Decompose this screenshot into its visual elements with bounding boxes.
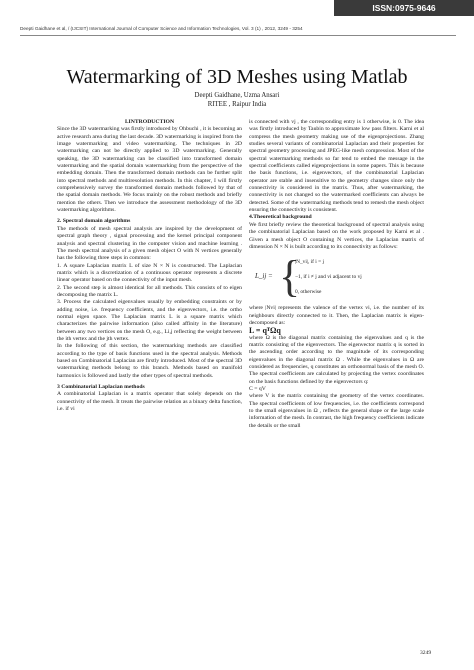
matrix-row-3: 0, otherwise	[295, 289, 322, 296]
matrix-brace: {	[279, 252, 301, 302]
section-2-heading: 2. Spectral domain algorithms	[57, 218, 131, 225]
header-divider	[20, 35, 456, 36]
section-3-paragraph: A combinatorial Laplacian is a matrix operator that solely depends on the connectivity of the mesh. It treats the pairwise relation as a binary delta function, i.e. if vi	[57, 391, 242, 413]
step-2: 2. The second step is almost identical for all methods. This consists of to eigen decomposing the matrix L.	[57, 284, 242, 298]
continued-paragraph: is connected with vj , the corresponding entry is 1 otherwise, is 0. The idea was firstly introduced by Taubin to approximate low pass filters. Karni et al compress the mesh geometry making use of the eigenprojections. Zhang studies several variants of combinatorial Laplacian and their properties for spectral geometry processing and JPEG-like mesh compression. Most of the spectral watermarking methods so far tend to embed the message in the spectral coefficients called eigenprojections in some papers. This is because the basis functions, i.e. eigenvectors, of the combinatorial Laplacian operator are stable and insensitive to the geometry changes since only the connectivity is considered in the matrix. Thus, after watermarking, the connectivity is not changed so the watermarked coefficients can always be detected. Some of the watermarking methods tend to remesh the mesh object ensuring the connectivity is consistent.	[249, 119, 424, 214]
eigen-decomposition-formula: L = qᵀΩq	[249, 326, 281, 336]
section-2-followup: In the following of this section, the watermarking methods are classified according to the type of basis functions used in the spectral analysis. Methods based on Combinatorial Laplacian are firstly introduced. Most of the spectral 3D watermarking methods belong to this branch. Methods based on manifold harmonics is followed and lastly the other types of spectral methods.	[57, 343, 242, 379]
paper-title: Watermarking of 3D Meshes using Matlab	[66, 66, 408, 88]
running-head: Deepti Gaidhane et al, / (IJCSIT) International Journal of Computer Science and Information Technologies, Vol. 3 (1) , 2012, 3249 - 3254	[20, 26, 303, 31]
final-paragraph: where V is the matrix containing the geometry of the vertex coordinates. The spectral coefficients of low frequencies, i.e. the coefficients correspond to the small eigenvalues in Ω , reflects the general shape or the large scale information of the mesh. In contrast, the high frequency coefficients indicate the details or the small	[249, 393, 424, 429]
intro-paragraph: Since the 3D watermarking was firstly introduced by Ohbuchi , it is becoming an active research area during the last decade. 3D watermarking is inspired from the image watermarking and video watermarking. The techniques in 2D watermarking can not be directly applied to 3D watermarking. Generally speaking, the 3D watermarking can be classified into transformed domain watermarking and the spatial domain watermarking from the perspective of the embedding domain. Then the transformed domain methods can be further split into spectral methods and multiresolution methods. In this chapter, I will firstly comprehensively survey the transformed domain methods followed by that of the spatial domain methods. We focus mainly on the robust methods and briefly mention the others. Then we introduce the assessment methodology of the 3D watermarking algorithms.	[57, 126, 242, 214]
section-4-heading: 4.Theoretical background	[249, 214, 312, 221]
matrix-row-1: |N_vi|, if i = j	[295, 259, 325, 266]
step-1: 1. A square Laplacian matrix L of size N × N is constructed. The Laplacian matrix which is a discretization of a continuous operator represents a discrete linear operator based on the connectivity of the input mesh.	[57, 262, 242, 284]
after-matrix-paragraph: where |Nvi| represents the valence of the vertex vi, i.e. the number of its neighbours directly connected to it. Then, the Laplacian matrix is eigen-decomposed as:	[249, 305, 424, 326]
laplacian-matrix-equation	[249, 252, 424, 302]
intro-heading: I.INTRODUCTION	[124, 119, 175, 125]
right-column	[249, 119, 424, 634]
affiliation: RITEE , Raipur India	[207, 101, 267, 108]
author-block	[0, 91, 474, 109]
page-number: 3249	[420, 650, 432, 656]
issn-badge: ISSN:0975-9646	[334, 0, 474, 16]
authors: Deepti Gaidhane, Uzma Ansari	[194, 92, 280, 99]
section-3-heading: 3 Combinatorial Laplacian methods	[57, 384, 145, 391]
left-column	[57, 119, 242, 634]
section-4-paragraph: We first briefly review the theoretical background of spectral analysis using the combinatorial Laplacian based on the work proposed by Karni et al . Given a mesh object O containing N vertices, the Laplacian matrix of dimension N × N is built according to its connectivity as follows:	[249, 221, 424, 250]
step-3: 3. Process the calculated eigenvalues usually by embedding constraints or by adding noise, i.e. frequency coefficients, and the eigenvectors, i.e. the ortho normal eigen space. The Laplacian matrix L is a square matrix which characterizes the pairwise information (also called affinity in the literature) between any two vertices on the mesh O, e.g., Li,j reflecting the weight between the ith vertex and the jth vertex.	[57, 299, 242, 342]
section-2-paragraph: The methods of mesh spectral analysis are inspired by the development of spectral graph theory , signal processing and the kernel principal component analysis and spectral clustering in the computer vision and machine learning . The mesh spectral analysis of a given mesh object O with N vertices generally has the following three steps in common:	[57, 225, 242, 262]
coefficient-equation: C = qV	[249, 385, 266, 392]
matrix-row-2: −1, if i ≠ j and vi adjacent to vj	[295, 274, 362, 281]
matrix-lhs: L_ij =	[255, 272, 273, 281]
after-formula-paragraph: where Ω is the diagonal matrix containing the eigenvalues and q is the matrix consisting of the eigenvectors. The eigenvector matrix q is sorted in the ascending order according to the magnitude of its corresponding eigenvalues in the diagonal matrix Ω . While the eigenvalues in Ω are considered as frequencies, q constitutes an orthonormal basis of the mesh O. The spectral coefficients are calculated by projecting the vertex coordinates on the basis functions defined by the eigenvectors q:	[249, 334, 424, 385]
